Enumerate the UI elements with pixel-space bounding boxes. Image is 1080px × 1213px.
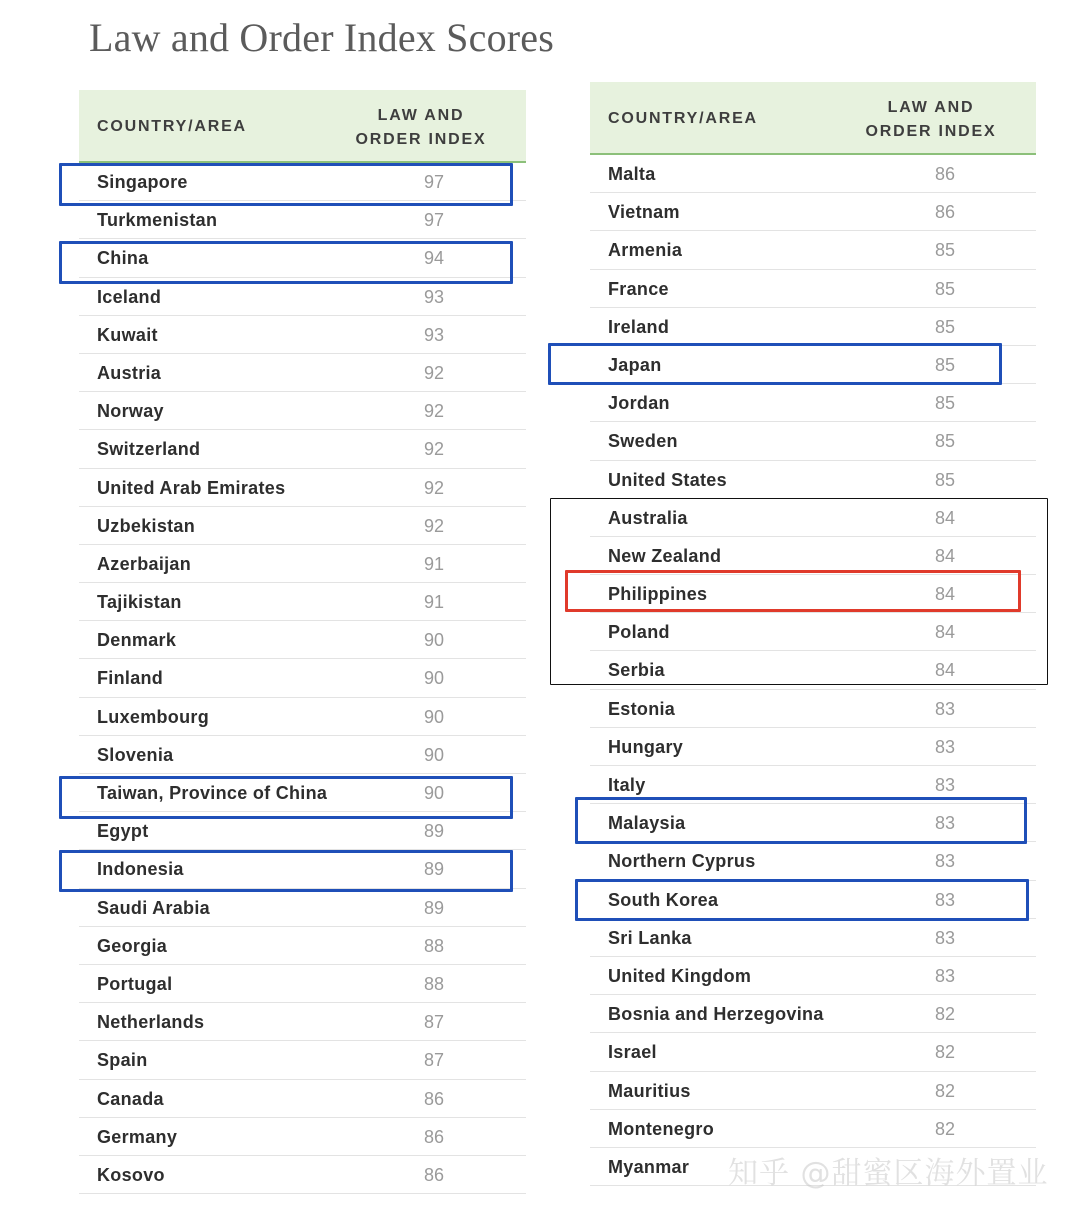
table-row [79,392,526,430]
highlight-box-philippines [565,570,1021,612]
country-name: Taiwan, Province of China [97,783,328,803]
index-score: 97 [423,210,445,231]
index-score: 92 [423,515,445,536]
table-row [590,690,1036,728]
table-row [590,384,1036,422]
highlight-box-singapore [59,163,513,206]
index-column-header: LAW AND ORDER INDEX [865,99,997,140]
country-name: Australia [608,507,688,528]
country-name: Netherlands [97,1012,205,1033]
table-row [79,354,526,392]
country-name: Luxembourg [97,706,210,727]
table-row [79,621,526,659]
country-name: Mauritius [608,1080,691,1101]
table-row [79,889,526,927]
country-name: Sri Lanka [608,927,692,948]
table-row [590,422,1036,460]
country-name: Georgia [97,935,168,956]
index-score: 85 [934,393,956,414]
table-row [79,430,526,468]
table-row [79,1041,526,1079]
index-score: 83 [934,851,956,872]
country-name: South Korea [608,889,719,910]
table-row [590,919,1036,957]
index-score: 92 [423,439,445,460]
index-score: 82 [934,1118,956,1139]
country-name: Portugal [97,973,173,994]
index-score: 84 [934,545,956,566]
index-score: 82 [934,1004,956,1025]
country-name: Germany [97,1126,178,1147]
index-score: 88 [423,973,445,994]
country-name: Israel [608,1042,657,1063]
table-row [590,461,1036,499]
index-score: 82 [934,1042,956,1063]
index-score: 89 [423,859,445,880]
table-row [590,728,1036,766]
country-name: Italy [608,775,646,795]
index-score: 82 [934,1080,956,1101]
country-name: Bosnia and Herzegovina [608,1004,824,1025]
country-name: Kuwait [97,324,158,345]
index-score: 84 [934,660,956,681]
table-row [590,1033,1036,1071]
table-row [79,736,526,774]
country-name: Estonia [608,698,676,719]
index-score: 86 [423,1164,445,1185]
table-row [590,957,1036,995]
index-score: 94 [423,248,445,269]
table-row [590,1110,1036,1148]
country-name: Finland [97,668,164,689]
index-score: 97 [423,172,445,192]
country-name: Indonesia [97,859,184,880]
table-row [79,1003,526,1041]
index-score: 90 [423,668,445,689]
table-row [590,995,1036,1033]
table-row [79,201,526,239]
index-score: 87 [423,1012,445,1033]
index-score: 90 [423,630,445,651]
index-score: 85 [934,240,956,261]
index-score: 86 [934,202,956,223]
table-row [590,1072,1036,1110]
country-name: Spain [97,1050,148,1071]
table-header [590,82,1036,155]
country-name: Tajikistan [97,592,182,613]
index-score: 83 [934,736,956,757]
highlight-box-malaysia [575,797,1027,844]
country-column-header: COUNTRY/AREA [608,110,758,127]
country-name: Malaysia [608,813,686,834]
table-row [590,270,1036,308]
index-score: 83 [934,927,956,948]
index-score: 85 [934,354,956,375]
country-name: United Arab Emirates [97,477,286,498]
country-name: United Kingdom [608,965,752,986]
table-row [590,231,1036,269]
table-row [79,1080,526,1118]
highlight-box-taiwan [59,776,513,819]
index-score: 83 [934,698,956,719]
index-score: 86 [423,1088,445,1109]
country-name: New Zealand [608,545,722,566]
country-name: Armenia [608,240,683,261]
country-name: France [608,278,669,299]
country-column-header: COUNTRY/AREA [97,118,247,135]
country-name: Northern Cyprus [608,851,756,872]
country-name: China [97,248,149,269]
country-name: Saudi Arabia [97,897,210,918]
table-row [79,583,526,621]
highlight-box-japan [548,343,1002,385]
country-name: Switzerland [97,439,201,460]
country-name: Serbia [608,660,665,681]
index-score: 86 [934,164,956,184]
country-name: Canada [97,1088,164,1109]
table-row [79,659,526,697]
country-name: Denmark [97,630,177,651]
country-name: Malta [608,164,656,184]
page-title: Law and Order Index Scores [89,15,555,60]
country-name: Singapore [97,172,188,192]
country-name: Egypt [97,821,149,842]
index-score: 88 [423,935,445,956]
table-row [79,469,526,507]
table-row [79,1156,526,1194]
index-score: 83 [934,889,956,910]
table-row [590,308,1036,346]
country-name: Turkmenistan [97,210,218,231]
index-score: 84 [934,584,956,605]
country-name: Ireland [608,316,670,337]
watermark: 知乎 @甜蜜区海外置业 [728,1156,1049,1191]
table-row [79,1118,526,1156]
index-score: 84 [934,507,956,528]
table-row [79,965,526,1003]
index-score: 85 [934,316,956,337]
index-score: 93 [423,286,445,307]
country-name: Iceland [97,286,162,307]
country-name: Montenegro [608,1118,714,1139]
table-row [79,316,526,354]
index-score: 84 [934,622,956,643]
index-score: 90 [423,783,445,803]
index-score: 90 [423,706,445,727]
index-score: 92 [423,362,445,383]
table-row [79,927,526,965]
table-row [590,193,1036,231]
table-row [79,507,526,545]
highlight-box-indonesia [59,850,513,892]
index-score: 85 [934,278,956,299]
index-score: 87 [423,1050,445,1071]
table-row [79,698,526,736]
index-score: 92 [423,477,445,498]
country-name: Vietnam [608,202,680,223]
index-score: 91 [423,592,445,613]
index-score: 85 [934,431,956,452]
index-score: 92 [423,401,445,422]
country-name: Norway [97,401,164,422]
left-table-body [79,163,526,1194]
country-name: United States [608,469,727,490]
country-name: Hungary [608,736,684,757]
index-score: 90 [423,744,445,765]
table-row [79,545,526,583]
country-name: Japan [608,354,662,375]
highlight-box-china [59,241,513,284]
index-score: 91 [423,553,445,574]
country-name: Sweden [608,431,678,452]
index-score: 83 [934,775,956,795]
country-name: Kosovo [97,1164,165,1185]
index-score: 83 [934,965,956,986]
country-name: Jordan [608,393,670,414]
index-score: 93 [423,324,445,345]
index-score: 85 [934,469,956,490]
index-score: 83 [934,813,956,834]
table-row [590,842,1036,880]
table-header [79,90,526,163]
table-row [590,155,1036,193]
country-name: Austria [97,362,162,383]
country-name: Azerbaijan [97,553,192,574]
country-name: Uzbekistan [97,515,196,536]
index-column-header: LAW AND ORDER INDEX [355,107,487,148]
country-name: Philippines [608,584,708,605]
country-name: Slovenia [97,744,174,765]
highlight-box-south-korea [575,879,1029,921]
index-score: 89 [423,897,445,918]
country-name: Poland [608,622,670,643]
country-name: Myanmar [608,1156,690,1177]
index-score: 86 [423,1126,445,1147]
index-score: 89 [423,821,445,842]
